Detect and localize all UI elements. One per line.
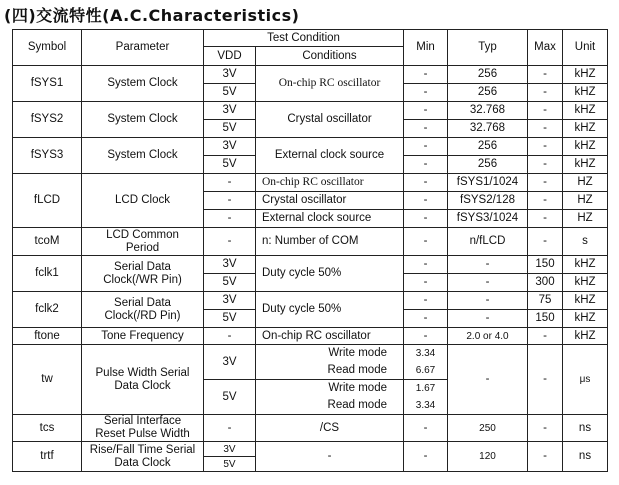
unit-cell: kHZ xyxy=(563,156,608,174)
parameter-cell xyxy=(82,292,204,328)
symbol-cell: tcoM xyxy=(13,228,82,256)
typ-cell: - xyxy=(448,256,528,274)
max-cell: - xyxy=(528,66,563,84)
parameter-cell xyxy=(82,228,204,256)
unit-cell: kHZ xyxy=(563,274,608,292)
table-row xyxy=(13,415,608,442)
parameter-line: LCD Common xyxy=(106,228,179,241)
vdd-cell: - xyxy=(204,174,256,192)
max-cell: - xyxy=(528,138,563,156)
table-row xyxy=(13,174,608,192)
min-cell: - xyxy=(404,442,448,472)
parameter-line: Rise/Fall Time Serial xyxy=(89,443,196,456)
unit-cell: kHZ xyxy=(563,66,608,84)
ac-characteristics-table xyxy=(12,29,608,472)
max-cell: - xyxy=(528,345,563,415)
vdd-cell: - xyxy=(204,192,256,210)
condition-cell: Duty cycle 50% xyxy=(256,292,404,328)
max-cell: - xyxy=(528,228,563,256)
vdd-cell: 3V xyxy=(204,66,256,84)
unit-cell: μs xyxy=(563,345,608,415)
vdd-cell: - xyxy=(204,210,256,228)
vdd-cell: 5V xyxy=(204,120,256,138)
symbol-cell: fLCD xyxy=(13,174,82,228)
typ-cell: 256 xyxy=(448,84,528,102)
symbol-cell: fclk1 xyxy=(13,256,82,292)
typ-cell: 250 xyxy=(448,415,528,442)
condition-cell: Write mode xyxy=(256,345,404,362)
unit-cell: kHZ xyxy=(563,292,608,310)
parameter-line: Serial Data xyxy=(114,260,171,273)
unit-cell: kHZ xyxy=(563,102,608,120)
min-cell: - xyxy=(404,274,448,292)
min-cell: 6.67 xyxy=(404,362,448,380)
unit-cell: HZ xyxy=(563,174,608,192)
unit-cell: kHZ xyxy=(563,328,608,345)
header-unit: Unit xyxy=(563,30,608,66)
condition-cell: On-chip RC oscillator xyxy=(256,66,404,102)
vdd-cell: 3V xyxy=(204,138,256,156)
condition-cell: External clock source xyxy=(256,138,404,174)
vdd-cell: 5V xyxy=(204,156,256,174)
min-cell: - xyxy=(404,156,448,174)
vdd-cell: 3V xyxy=(204,102,256,120)
min-cell: - xyxy=(404,292,448,310)
max-cell: - xyxy=(528,174,563,192)
condition-cell: /CS xyxy=(256,415,404,442)
parameter-line: Serial Interface xyxy=(103,415,182,427)
typ-cell: 256 xyxy=(448,156,528,174)
min-cell: - xyxy=(404,66,448,84)
header-typ: Typ xyxy=(448,30,528,66)
typ-cell: 120 xyxy=(448,442,528,472)
table-row xyxy=(13,442,608,457)
parameter-cell xyxy=(82,256,204,292)
condition-cell: Crystal oscillator xyxy=(256,102,404,138)
vdd-cell: 5V xyxy=(204,84,256,102)
symbol-cell: fSYS3 xyxy=(13,138,82,174)
unit-cell: kHZ xyxy=(563,310,608,328)
parameter-cell: System Clock xyxy=(82,138,204,174)
min-cell: - xyxy=(404,256,448,274)
unit-cell: s xyxy=(563,228,608,256)
min-cell: 1.67 xyxy=(404,380,448,397)
unit-cell: HZ xyxy=(563,192,608,210)
max-cell: - xyxy=(528,192,563,210)
table-row xyxy=(13,328,608,345)
header-min: Min xyxy=(404,30,448,66)
condition-cell: Duty cycle 50% xyxy=(256,256,404,292)
condition-cell: Read mode xyxy=(256,362,404,380)
max-cell: - xyxy=(528,120,563,138)
typ-cell: - xyxy=(448,274,528,292)
symbol-cell: ftone xyxy=(13,328,82,345)
parameter-cell xyxy=(82,442,204,472)
typ-cell: - xyxy=(448,292,528,310)
parameter-cell xyxy=(82,415,204,442)
parameter-cell: System Clock xyxy=(82,102,204,138)
condition-cell: On-chip RC oscillator xyxy=(256,328,404,345)
header-vdd: VDD xyxy=(204,47,256,66)
parameter-line: Pulse Width Serial xyxy=(95,366,190,379)
vdd-cell: 3V xyxy=(204,256,256,274)
header-max: Max xyxy=(528,30,563,66)
min-cell: - xyxy=(404,138,448,156)
max-cell: 75 xyxy=(528,292,563,310)
max-cell: 150 xyxy=(528,310,563,328)
condition-cell: n: Number of COM xyxy=(256,228,404,256)
unit-cell: kHZ xyxy=(563,138,608,156)
typ-cell: 2.0 or 4.0 xyxy=(448,328,528,345)
typ-cell: 256 xyxy=(448,66,528,84)
min-cell: - xyxy=(404,120,448,138)
parameter-cell: LCD Clock xyxy=(82,174,204,228)
vdd-cell: 3V xyxy=(204,442,256,457)
table-row xyxy=(13,345,608,362)
symbol-cell: fSYS1 xyxy=(13,66,82,102)
min-cell: - xyxy=(404,228,448,256)
min-cell: - xyxy=(404,102,448,120)
vdd-cell: 3V xyxy=(204,345,256,380)
max-cell: - xyxy=(528,415,563,442)
condition-cell: Crystal oscillator xyxy=(256,192,404,210)
vdd-cell: 3V xyxy=(204,292,256,310)
parameter-line: Clock(/WR Pin) xyxy=(103,273,182,286)
min-cell: - xyxy=(404,192,448,210)
vdd-cell: 5V xyxy=(204,457,256,472)
parameter-line: Clock(/RD Pin) xyxy=(104,309,181,322)
min-cell: 3.34 xyxy=(404,345,448,362)
parameter-line: Data Clock xyxy=(114,379,171,392)
typ-cell: - xyxy=(448,345,528,415)
table-row xyxy=(13,256,608,274)
parameter-cell: System Clock xyxy=(82,66,204,102)
unit-cell: kHZ xyxy=(563,120,608,138)
condition-cell: Read mode xyxy=(256,397,404,415)
typ-cell: 32.768 xyxy=(448,102,528,120)
header-test-condition: Test Condition xyxy=(204,30,404,47)
table-row xyxy=(13,292,608,310)
condition-cell: External clock source xyxy=(256,210,404,228)
typ-cell: fSYS1/1024 xyxy=(448,174,528,192)
condition-cell: On-chip RC oscillator xyxy=(256,174,404,192)
table-row xyxy=(13,228,608,256)
vdd-cell: 5V xyxy=(204,274,256,292)
min-cell: - xyxy=(404,415,448,442)
min-cell: - xyxy=(404,174,448,192)
condition-cell: Write mode xyxy=(256,380,404,397)
header-conditions: Conditions xyxy=(256,47,404,66)
section-title: (四)交流特性(A.C.Characteristics) xyxy=(4,6,300,25)
parameter-line: Data Clock xyxy=(114,456,171,469)
vdd-cell: - xyxy=(204,228,256,256)
unit-cell: ns xyxy=(563,415,608,442)
min-cell: - xyxy=(404,210,448,228)
min-cell: - xyxy=(404,84,448,102)
header-symbol: Symbol xyxy=(13,30,82,66)
max-cell: - xyxy=(528,210,563,228)
vdd-cell: - xyxy=(204,415,256,442)
parameter-cell: Tone Frequency xyxy=(82,328,204,345)
table-row xyxy=(13,102,608,120)
typ-cell: fSYS3/1024 xyxy=(448,210,528,228)
typ-cell: n/fLCD xyxy=(448,228,528,256)
typ-cell: - xyxy=(448,310,528,328)
max-cell: 150 xyxy=(528,256,563,274)
unit-cell: ns xyxy=(563,442,608,472)
condition-cell: - xyxy=(256,442,404,472)
table-row xyxy=(13,138,608,156)
unit-cell: kHZ xyxy=(563,256,608,274)
symbol-cell: tw xyxy=(13,345,82,415)
unit-cell: HZ xyxy=(563,210,608,228)
unit-cell: kHZ xyxy=(563,84,608,102)
max-cell: 300 xyxy=(528,274,563,292)
symbol-cell: tcs xyxy=(13,415,82,442)
vdd-cell: 5V xyxy=(204,380,256,415)
parameter-line: Serial Data xyxy=(114,296,171,309)
vdd-cell: - xyxy=(204,328,256,345)
max-cell: - xyxy=(528,328,563,345)
header-parameter: Parameter xyxy=(82,30,204,66)
symbol-cell: trtf xyxy=(13,442,82,472)
parameter-line: Reset Pulse Width xyxy=(95,428,190,440)
max-cell: - xyxy=(528,84,563,102)
typ-cell: fSYS2/128 xyxy=(448,192,528,210)
min-cell: - xyxy=(404,328,448,345)
max-cell: - xyxy=(528,102,563,120)
typ-cell: 32.768 xyxy=(448,120,528,138)
typ-cell: 256 xyxy=(448,138,528,156)
symbol-cell: fclk2 xyxy=(13,292,82,328)
min-cell: - xyxy=(404,310,448,328)
min-cell: 3.34 xyxy=(404,397,448,415)
max-cell: - xyxy=(528,442,563,472)
max-cell: - xyxy=(528,156,563,174)
parameter-cell xyxy=(82,345,204,415)
parameter-line: Period xyxy=(125,241,160,254)
vdd-cell: 5V xyxy=(204,310,256,328)
symbol-cell: fSYS2 xyxy=(13,102,82,138)
table-row xyxy=(13,66,608,84)
